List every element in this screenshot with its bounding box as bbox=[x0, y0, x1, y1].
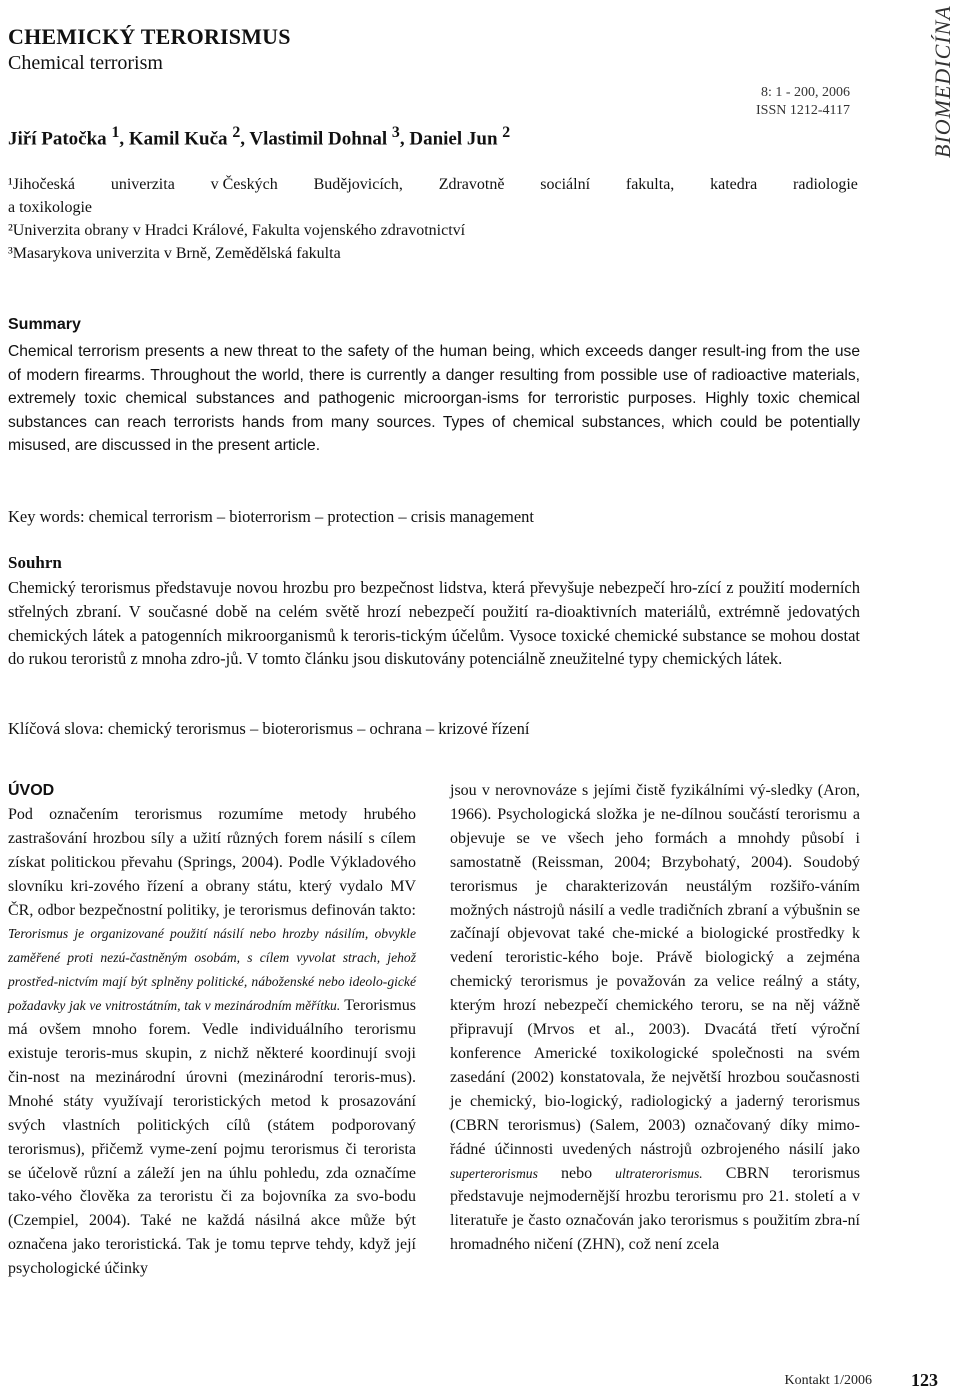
souhrn-text: Chemický terorismus představuje novou hrozbu pro bezpečnost lidstva, která převyšuje nebezpečí hro-zící z použití moderních střelných zbraní. V současné době na celém světě hrozí nebezpečí použití ra-dioaktivních materiálů, extrémně jedovatých chemických látek a patogenních mikroorganismů k teroris-tickým účelům. Vysoce toxické chemické substance se mohou dostat do rukou teroristů z mnoha zdro-jů. V tomto článku jsou diskutovány potenciálně zneužitelné typy chemických látek. bbox=[8, 578, 860, 669]
summary-heading: Summary bbox=[8, 316, 81, 333]
issue-volume: 8: 1 - 200, 2006 bbox=[760, 85, 850, 100]
body-column-left bbox=[8, 779, 416, 1281]
uvod-left-rest: Terorismus má ovšem mnoho forem. Vedle individuálního terorismu existuje teroris-mus skupin, z nichž některé koordinují svoji čin-nost na mezinárodní úrovni (mezinárodní teroris-mus). Mnohé státy využívají teroristických metod k prosazování svých vlastních politických cílů (státem podporovaný terorismus), přičemž vyme-zení pojmu terorismus či terorista se účelově různí a záleží jen na úhlu pohledu, zda označíme tako-vého člověka za teroristu či za bojovníka za svo-bodu (Czempiel, 2004). Také ne každá násilná akce může být označena jako teroristická. Tak je tomu teprve tehdy, když její psychologické účinky bbox=[8, 997, 416, 1278]
affiliation-1: ¹Jihočeská univerzita v Českých Budějovicích, Zdravotně sociální fakulta, katedra radiologie bbox=[8, 176, 858, 193]
body-column-right bbox=[450, 779, 860, 1257]
section-side-label: BIOMEDICÍNA bbox=[930, 5, 955, 158]
uvod-right-part1: jsou v nerovnováze s jejími čistě fyzikálními vý-sledky (Aron, 1966). Psychologická složka je ne-dílnou součástí terorismu a objevuje se ve všech jeho formách a mnohdy působí i samostatně (Reissman, 2004; Brzybohatý, 2004). Soudobý terorismus je charakterizován neustálým rozšiřo-váním možných nástrojů násilí a vedle tradičních zbraní a výbušnin se začínají objevovat také che-mické a biologické prostředky k vedení teroristic-kého boje. Právě biologický a zejména chemický terorismus je považován za velice reálný a státy, kterým hrozí nebezpečí chemického teroru, se na něj vážně připravují (Mrvos et al., 2003). Dvacátá třetí výroční konference Americké toxikologické společnosti na svém zasedání (2002) konstatovala, že největší hrozbou současnosti je chemický, bio-logický, radiologický a jaderný terorismus (CBRN terorismus) (Salem, 2003) označovaný díky mimo-řádné účinnosti uvedených nástrojů ozbrojeného násilí jako bbox=[450, 782, 860, 1158]
uvod-right-part2: nebo bbox=[537, 1164, 616, 1182]
page-number: 123 bbox=[911, 1370, 938, 1390]
issue-info bbox=[756, 84, 850, 120]
affiliation-1-cont: a toxikologie bbox=[8, 199, 92, 216]
affiliations bbox=[8, 173, 858, 265]
term-ultraterorismus: ultraterorismus. bbox=[615, 1165, 703, 1181]
footer-journal: Kontakt 1/2006 bbox=[784, 1373, 872, 1388]
summary-text: Chemical terrorism presents a new threat to the safety of the human being, which exceeds danger result-ing from the use of modern firearms. Throughout the world, there is currently a danger resulting from possible use of radioactive materials, extremely toxic chemical substances and pathogenic microorgan-isms for terroristic purposes. Highly toxic chemical substances can reach terrorists hands from many sources. Types of chemical substances, which could be potentially misused, are discussed in the present article. bbox=[8, 343, 860, 454]
affiliation-3: ³Masarykova univerzita v Brně, Zemědělská fakulta bbox=[8, 245, 341, 262]
article-title: CHEMICKÝ TERORISMUS bbox=[8, 24, 291, 49]
author-list: Jiří Patočka $^1$, Kamil Kuča $^2$, Vlastimil Dohnal $^3$, Daniel Jun $^2$ bbox=[8, 124, 511, 150]
keywords: Key words: chemical terrorism – bioterrorism – protection – crisis management bbox=[8, 507, 535, 526]
affiliation-2: ²Univerzita obrany v Hradci Králové, Fakulta vojenského zdravotnictví bbox=[8, 222, 466, 239]
article-subtitle: Chemical terrorism bbox=[8, 52, 163, 74]
souhrn-heading: Souhrn bbox=[8, 553, 62, 572]
uvod-intro: Pod označením terorismus rozumíme metody hrubého zastrašování hrozbou síly a užití různých forem násilí s cílem získat politickou převahu (Springs, 2004). Podle Výkladového slovníku kri-zového řízení a obrany státu, který vydalo MV ČR, odbor bezpečnostní politiky, je terorismus definován takto: bbox=[8, 805, 416, 919]
uvod-right-part3: CBRN terorismus představuje nejmodernější hrozbu terorismu pro 21. století a v literatuře je často označován jako terorismus s použitím zbra-ní hromadného ničení (ZHN), což není zcela bbox=[450, 1164, 860, 1254]
issue-issn: ISSN 1212-4117 bbox=[756, 103, 850, 118]
term-superterorismus: superterorismus bbox=[450, 1165, 538, 1181]
uvod-heading: ÚVOD bbox=[8, 782, 55, 799]
terrorism-definition: Terorismus je organizované použití násilí nebo hrozby násilím, obvykle zaměřené proti nezú-častněným osobám, s cílem vyvolat strach, jehož prostřed-nictvím mají být splněny politické, náboženské nebo ideolo-gické požadavky jak ve vnitrostátním, tak v mezinárodním měřítku. bbox=[8, 926, 416, 1014]
klicova-slova: Klíčová slova: chemický terorismus – bioterorismus – ochrana – krizové řízení bbox=[8, 719, 530, 738]
